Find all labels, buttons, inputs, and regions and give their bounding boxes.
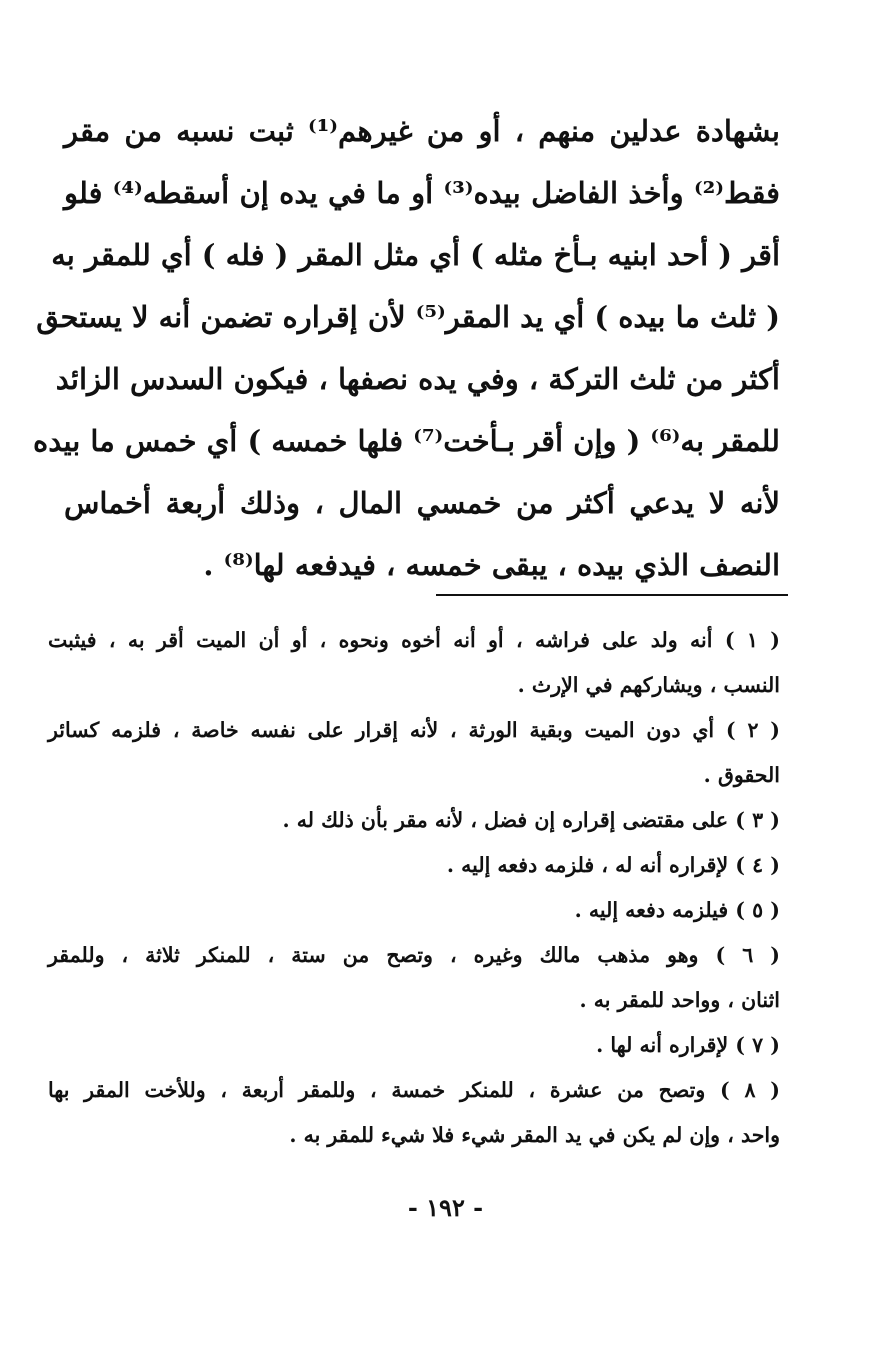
footnote-separator-rule bbox=[436, 594, 788, 596]
footnote-1-line: ( ١ ) أنه ولد على فراشه ، أو أنه أخوه ونحوه ، أو أن الميت أقر به ، فيثبت bbox=[48, 628, 780, 652]
main-text-block bbox=[33, 100, 781, 596]
main-text-line: فقط⁽²⁾ وأخذ الفاضل بيده⁽³⁾ أو ما في يده إن أسقطه⁽⁴⁾ فلو bbox=[64, 176, 781, 210]
footnote-8-line: ( ٨ ) وتصح من عشرة ، للمنكر خمسة ، وللمقر أربعة ، وللأخت المقر بها bbox=[48, 1078, 780, 1102]
main-text-line: ( ثلث ما بيده ) أي يد المقر⁽⁵⁾ لأن إقراره تضمن أنه لا يستحق bbox=[36, 300, 780, 334]
footnote-3-line: ( ٣ ) على مقتضى إقراره إن فضل ، لأنه مقر بأن ذلك له . bbox=[282, 808, 780, 832]
main-text-line: أكثر من ثلث التركة ، وفي يده نصفها ، فيكون السدس الزائد bbox=[55, 362, 780, 396]
footnote-8-continuation: واحد ، وإن لم يكن في يد المقر شيء فلا شيء للمقر به . bbox=[289, 1123, 780, 1147]
footnote-6-line: ( ٦ ) وهو مذهب مالك وغيره ، وتصح من ستة ، للمنكر ثلاثة ، وللمقر bbox=[48, 943, 780, 967]
page-number: - ١٩٢ - bbox=[407, 1193, 484, 1222]
main-text-line: أقر ( أحد ابنيه بـأخ مثله ) أي مثل المقر ( فله ) أي للمقر به bbox=[51, 238, 780, 272]
footnote-7-line: ( ٧ ) لإقراره أنه لها . bbox=[596, 1033, 780, 1057]
main-text-line: النصف الذي بيده ، يبقى خمسه ، فيدفعه لها⁽⁸⁾ . bbox=[203, 548, 780, 582]
main-text-line: بشهادة عدلين منهم ، أو من غيرهم⁽¹⁾ ثبت نسبه من مقر bbox=[64, 114, 780, 148]
footnote-2-line: ( ٢ ) أي دون الميت وبقية الورثة ، لأنه إقرار على نفسه خاصة ، فلزمه كسائر bbox=[48, 718, 780, 742]
footnote-6-continuation: اثنان ، وواحد للمقر به . bbox=[579, 988, 780, 1012]
footnote-2-continuation: الحقوق . bbox=[703, 763, 780, 787]
footnote-1-continuation: النسب ، ويشاركهم في الإرث . bbox=[517, 673, 780, 697]
footnote-4-line: ( ٤ ) لإقراره أنه له ، فلزمه دفعه إليه . bbox=[446, 853, 780, 877]
main-text-line: لأنه لا يدعي أكثر من خمسي المال ، وذلك أربعة أخماس bbox=[64, 486, 780, 520]
footnote-5-line: ( ٥ ) فيلزمه دفعه إليه . bbox=[574, 898, 780, 922]
main-text-line: للمقر به⁽⁶⁾ ( وإن أقر بـأخت⁽⁷⁾ فلها خمسه ) أي خمس ما بيده bbox=[33, 424, 780, 458]
footnotes-block bbox=[48, 618, 780, 1158]
